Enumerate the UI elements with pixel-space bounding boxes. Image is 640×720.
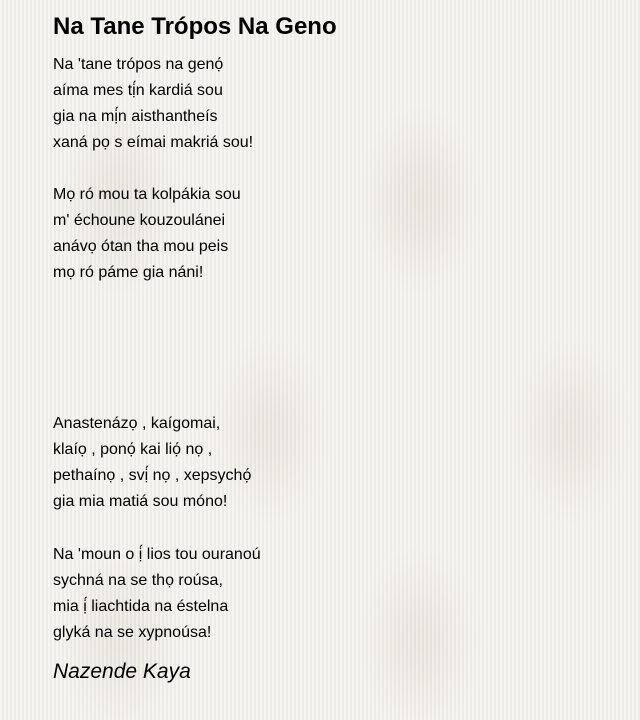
- verse-line: glyká na se xypnoúsa!: [53, 624, 212, 641]
- stanza-4: [53, 542, 261, 646]
- verse-line: mọ ró páme gia náni!: [53, 264, 204, 281]
- verse-line: gia na mị́n aisthantheís: [53, 108, 218, 125]
- verse-line: Na 'moun o ị́ lios tou ouranoú: [53, 546, 261, 563]
- verse-line: klaíọ , ponọ́ kai liọ́ nọ ,: [53, 441, 213, 458]
- verse-line: sychná na se thọ roúsa,: [53, 572, 223, 589]
- verse-line: m' échoune kouzoulánei: [53, 212, 226, 229]
- stanza-3: [53, 411, 251, 515]
- verse-line: xaná pọ s eímai makriá sou!: [53, 134, 254, 151]
- poem-author: Nazende Kaya: [53, 660, 191, 683]
- stanza-2: [53, 182, 241, 286]
- stanza-1: [53, 52, 253, 156]
- verse-line: Mọ ró mou ta kolpákia sou: [53, 186, 241, 203]
- verse-line: mia ị́ liachtida na éstelna: [53, 598, 229, 615]
- poem-title: Na Tane Trópos Na Geno: [53, 13, 337, 40]
- verse-line: pethaínọ , svị́ nọ , xepsychọ́: [53, 467, 252, 484]
- verse-line: gia mia matiá sou móno!: [53, 493, 228, 510]
- poem-page: [53, 0, 623, 720]
- verse-line: aíma mes tị́n kardiá sou: [53, 82, 223, 99]
- verse-line: Anastenázọ , kaígomai,: [53, 415, 221, 432]
- verse-line: Na 'tane trópos na genọ́: [53, 56, 224, 73]
- verse-line: anávọ ótan tha mou peis: [53, 238, 229, 255]
